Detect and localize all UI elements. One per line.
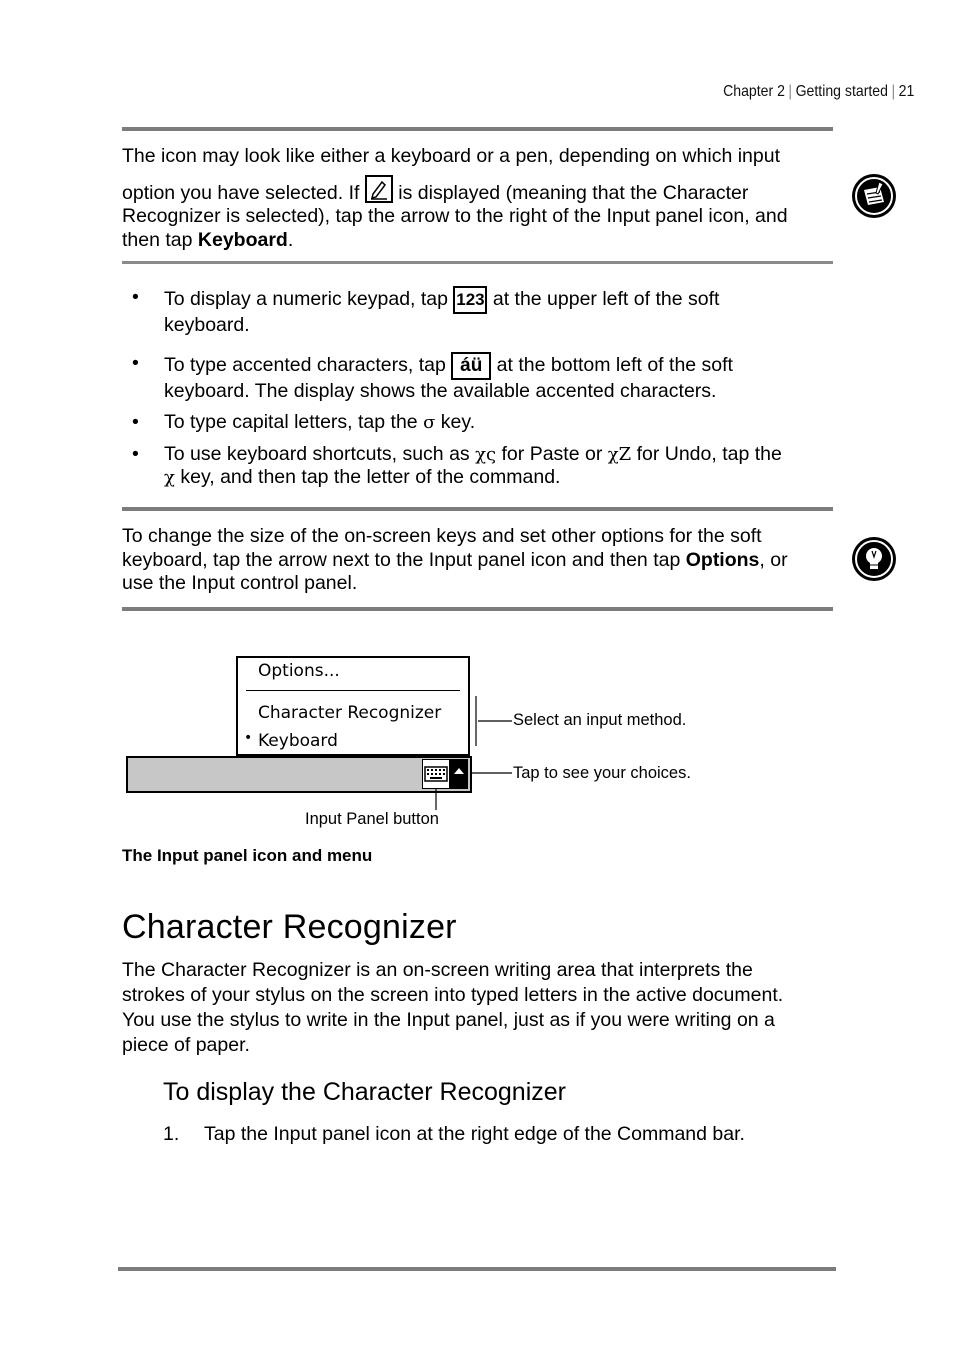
accented-characters-icon: áü — [451, 352, 491, 380]
list-item: • To type accented characters, tap áü at the bottom left of the soft keyboard. The display shows the available accented characters. — [122, 352, 822, 404]
step-1 — [163, 1122, 745, 1146]
shift-symbol: σ — [423, 412, 436, 433]
step-number: 1. — [163, 1123, 180, 1145]
paste-shortcut-symbol: χς — [475, 443, 497, 465]
page-header: Chapter 2 | Getting started | 21 — [722, 83, 914, 100]
list-item: • To use keyboard shortcuts, such as χς for Paste or χΖ for Undo, tap the χ key, and then tap the letter of the command. — [122, 443, 822, 490]
callout-input-panel-button: Input Panel button — [305, 810, 439, 828]
callout-select-method: Select an input method. — [513, 711, 687, 729]
numeric-keypad-icon: 123 — [453, 286, 487, 314]
list-item: • To display a numeric keypad, tap 123 at the upper left of the soft keyboard. — [122, 286, 822, 338]
section-title: Character Recognizer — [122, 908, 457, 946]
section-body: The Character Recognizer is an on-screen writing area that interprets the strokes of your stylus on the screen into typed letters in the active document. You use the stylus to write in the Input panel, just as if you were writing on a piece of paper. — [122, 959, 784, 1056]
selected-bullet-icon: • — [244, 730, 253, 746]
callout-tap-choices: Tap to see your choices. — [513, 764, 691, 782]
subsection-title: To display the Character Recognizer — [163, 1078, 566, 1106]
chapter-label: Chapter 2 — [722, 83, 785, 100]
menu-item-options[interactable]: Options... — [258, 661, 340, 681]
menu-item-keyboard[interactable]: Keyboard — [258, 731, 338, 751]
undo-shortcut-symbol: χΖ — [607, 443, 632, 465]
ctrl-symbol: χ — [164, 467, 175, 488]
footer-rule — [118, 1267, 836, 1271]
note-keyboard-or-pen: The icon may look like either a keyboard or a pen, depending on which input option you have selected. If is displayed (meaning that the Character Recognizer is selected), tap the arrow to the right of the Input panel icon, and then tap Keyboard. — [122, 145, 788, 251]
step-text: Tap the Input panel icon at the right edge of the Command bar. — [204, 1123, 745, 1145]
tip-options: To change the size of the on-screen keys and set other options for the soft keyboard, tap the arrow next to the Input panel icon and then tap Options, or use the Input control panel. — [122, 525, 788, 594]
figure-caption: The Input panel icon and menu — [122, 846, 373, 865]
menu-item-character-recognizer[interactable]: Character Recognizer — [258, 703, 442, 723]
list-item: • To type capital letters, tap the σ key. — [122, 411, 822, 435]
page-number: 21 — [898, 83, 914, 100]
section-label: Getting started — [795, 83, 888, 100]
